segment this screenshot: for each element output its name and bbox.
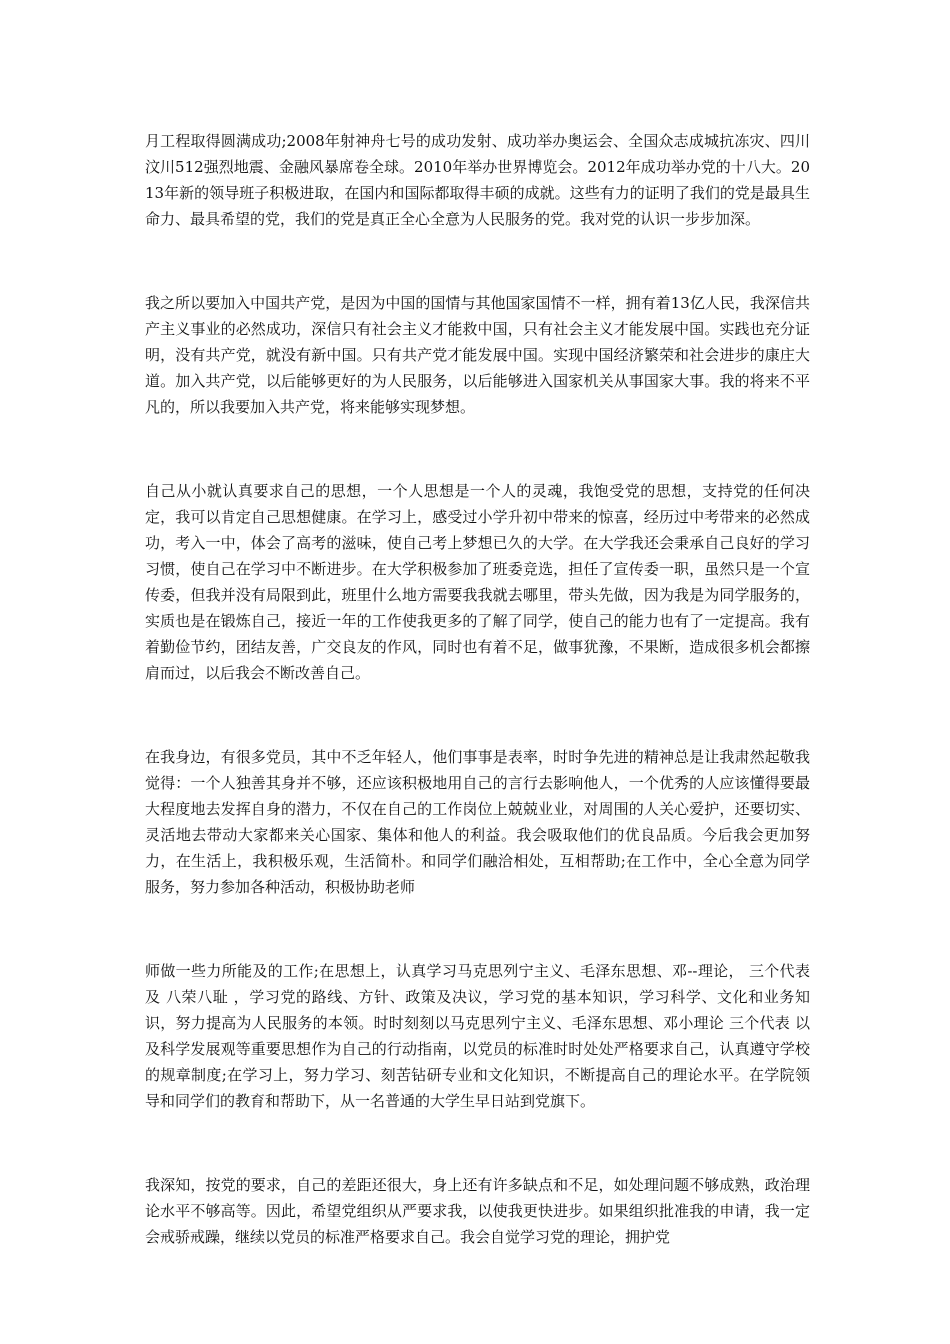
- paragraph-6: 我深知，按党的要求，自己的差距还很大，身上还有许多缺点和不足，如处理问题不够成熟，政治理论水平不够高等。因此，希望党组织从严要求我，以使我更快进步。如果组织批准我的申请，我一定会戒骄戒躁，继续以党员的标准严格要求自己。我会自觉学习党的理论，拥护党: [145, 1176, 810, 1246]
- paragraph-4: 在我身边，有很多党员，其中不乏年轻人，他们事事是表率，时时争先进的精神总是让我肃然起敬我觉得：一个人独善其身并不够，还应该积极地用自己的言行去影响他人，一个优秀的人应该懂得要最大程度地去发挥自身的潜力，不仅在自己的工作岗位上兢兢业业，对周围的人关心爱护，还要切实、灵活地去带动大家都来关心国家、集体和他人的利益。我会吸取他们的优良品质。今后我会更加努力，在生活上，我积极乐观，生活简朴。和同学们融洽相处，互相帮助;在工作中，全心全意为同学服务，努力参加各种活动，积极协助老师: [145, 748, 810, 896]
- paragraph-1: 月工程取得圆满成功;2008年射神舟七号的成功发射、成功举办奥运会、全国众志成城抗冻灾、四川汶川512强烈地震、金融风暴席卷全球。2010年举办世界博览会。2012年成功举办党的十八大。2013年新的领导班子积极进取，在国内和国际都取得丰硕的成就。这些有力的证明了我们的党是最具生命力、最具希望的党，我们的党是真正全心全意为人民服务的党。我对党的认识一步步加深。: [145, 132, 810, 228]
- paragraph-5: 师做一些力所能及的工作;在思想上，认真学习马克思列宁主义、毛泽东思想、邓--理论， 三个代表 及 八荣八耻 ，学习党的路线、方针、政策及决议，学习党的基本知识，学习科学、文化和业务知识，努力提高为人民服务的本领。时时刻刻以马克思列宁主义、毛泽东思想、邓小理论 三个代表 以及科学发展观等重要思想作为自己的行动指南，以党员的标准时时处处严格要求自己，认真遵守学校的规章制度;在学习上，努力学习、刻苦钻研专业和文化知识，不断提高自己的理论水平。在学院领导和同学们的教育和帮助下，从一名普通的大学生早日站到党旗下。: [145, 962, 810, 1110]
- paragraph-3: 自己从小就认真要求自己的思想，一个人思想是一个人的灵魂，我饱受党的思想，支持党的任何决定，我可以肯定自己思想健康。在学习上，感受过小学升初中带来的惊喜，经历过中考带来的必然成功，考入一中，体会了高考的滋味，使自己考上梦想已久的大学。在大学我还会秉承自己良好的学习习惯，使自己在学习中不断进步。在大学积极参加了班委竞选，担任了宣传委一职，虽然只是一个宣传委，但我并没有局限到此，班里什么地方需要我我就去哪里，带头先做，因为我是为同学服务的，实质也是在锻炼自己，接近一年的工作使我更多的了解了同学，使自己的能力也有了一定提高。我有着勤俭节约，团结友善，广交良友的作风，同时也有着不足，做事犹豫，不果断，造成很多机会都擦肩而过，以后我会不断改善自己。: [145, 482, 810, 682]
- document-body: [145, 128, 810, 1250]
- paragraph-2: 我之所以要加入中国共产党，是因为中国的国情与其他国家国情不一样，拥有着13亿人民，我深信共产主义事业的必然成功，深信只有社会主义才能救中国，只有社会主义才能发展中国。实践也充分证明，没有共产党，就没有新中国。只有共产党才能发展中国。实现中国经济繁荣和社会进步的康庄大道。加入共产党，以后能够更好的为人民服务，以后能够进入国家机关从事国家大事。我的将来不平凡的，所以我要加入共产党，将来能够实现梦想。: [145, 294, 810, 416]
